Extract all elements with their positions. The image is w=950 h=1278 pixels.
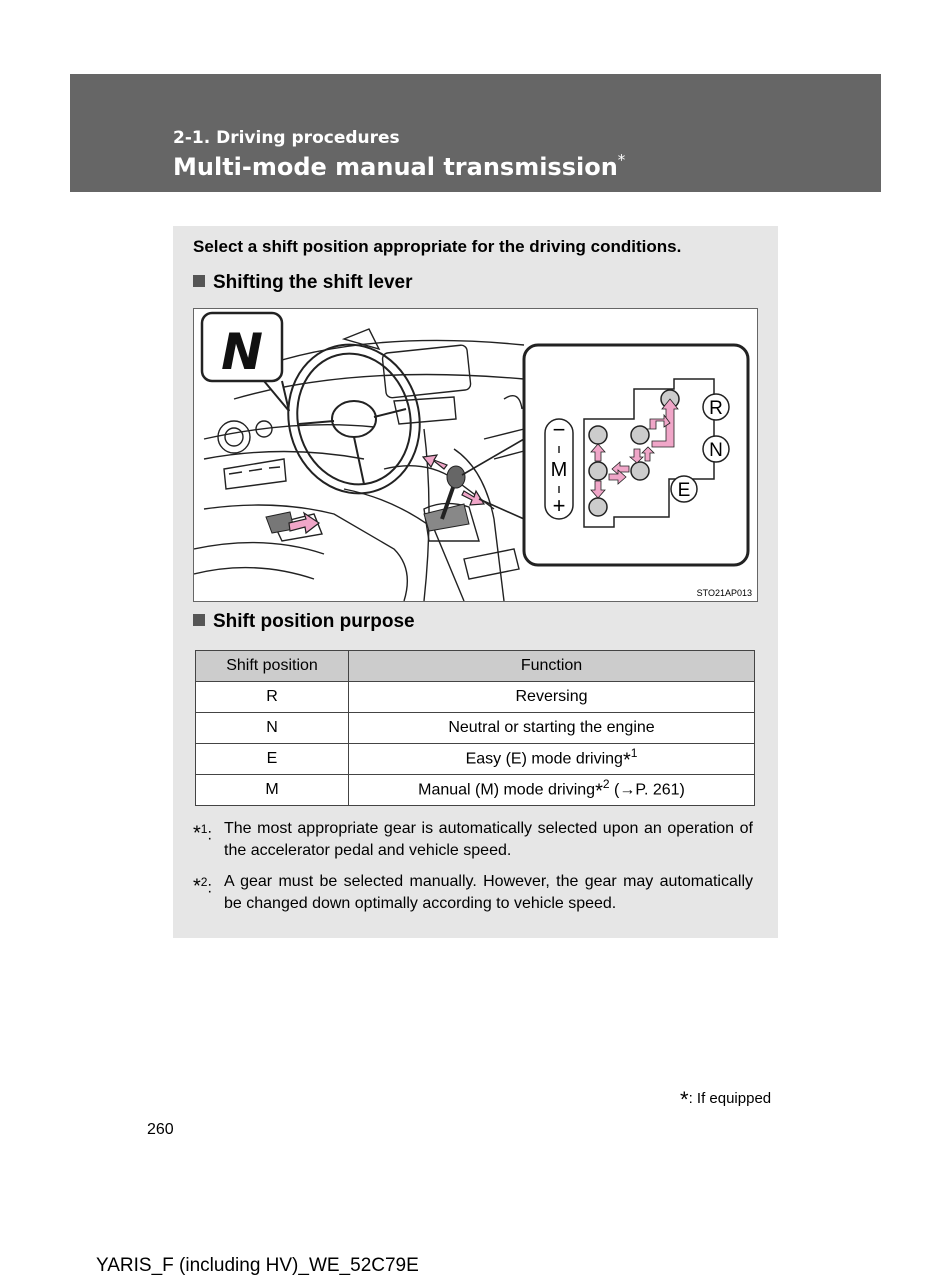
table-row bbox=[196, 682, 755, 713]
gate-r-label: R bbox=[709, 398, 723, 419]
cell-function bbox=[349, 682, 755, 713]
shift-lever-illustration bbox=[194, 309, 757, 601]
function-text: Manual (M) mode driving bbox=[418, 781, 596, 799]
note-sep: : bbox=[207, 826, 212, 844]
footnote-mark: * bbox=[622, 749, 631, 772]
cell-position: N bbox=[196, 713, 349, 744]
note-1 bbox=[193, 818, 753, 862]
table-header-row bbox=[196, 651, 755, 682]
page-header bbox=[70, 74, 881, 192]
table-row bbox=[196, 775, 755, 806]
footnote-sup: 1 bbox=[630, 745, 638, 760]
gate-e-label: E bbox=[677, 480, 691, 501]
cell-position: R bbox=[196, 682, 349, 713]
page-number: 260 bbox=[147, 1121, 174, 1138]
note-sup: 2 bbox=[200, 875, 208, 889]
content-panel bbox=[173, 226, 778, 938]
column-header: Shift position bbox=[196, 651, 349, 682]
note-sep: : bbox=[207, 879, 212, 897]
shift-lever-figure bbox=[193, 308, 758, 602]
column-header: Function bbox=[349, 651, 755, 682]
title-mark: * bbox=[617, 151, 626, 169]
intro-text: Select a shift position appropriate for the driving conditions. bbox=[193, 237, 682, 256]
cell-function bbox=[349, 713, 755, 744]
function-text: Easy (E) mode driving bbox=[465, 750, 623, 768]
function-text: Neutral or starting the engine bbox=[448, 719, 655, 736]
footnote-text: : If equipped bbox=[688, 1090, 772, 1107]
note-star: * bbox=[193, 875, 201, 898]
cell-position: M bbox=[196, 775, 349, 806]
table-row bbox=[196, 744, 755, 775]
note-text: The most appropriate gear is automatically selected upon an operation of the accelerator pedal and vehicle speed. bbox=[224, 820, 753, 859]
subhead-shift-purpose bbox=[193, 611, 415, 633]
note-marker bbox=[193, 818, 212, 846]
footnote-star: * bbox=[680, 1087, 689, 1112]
cell-function bbox=[349, 744, 755, 775]
section-title: 2-1. Driving procedures bbox=[173, 128, 400, 148]
shift-lever-drawing bbox=[424, 466, 469, 531]
image-code: STO21AP013 bbox=[696, 588, 752, 598]
footnote-sup: 2 bbox=[602, 776, 610, 791]
cell-function bbox=[349, 775, 755, 806]
footnote-mark: * bbox=[595, 780, 603, 803]
subhead-shift-lever bbox=[193, 272, 413, 294]
document-footer: YARIS_F (including HV)_WE_52C79E bbox=[96, 1255, 419, 1276]
page-title bbox=[173, 153, 625, 181]
subhead-shift-purpose-text: Shift position purpose bbox=[213, 611, 415, 632]
cell-position: E bbox=[196, 744, 349, 775]
page-reference: (→P. 261) bbox=[609, 781, 685, 799]
function-text: Reversing bbox=[515, 688, 588, 705]
note-star: * bbox=[193, 822, 201, 845]
if-equipped-footnote bbox=[680, 1087, 771, 1113]
shift-position-table bbox=[195, 650, 755, 806]
square-bullet-icon bbox=[193, 275, 205, 287]
table-row bbox=[196, 713, 755, 744]
shift-gate-inset bbox=[524, 345, 748, 565]
gate-n-label: N bbox=[709, 440, 723, 461]
page-title-text: Multi-mode manual transmission bbox=[173, 153, 618, 181]
square-bullet-icon bbox=[193, 614, 205, 626]
gate-minus-label: − bbox=[552, 417, 566, 442]
subhead-shift-lever-text: Shifting the shift lever bbox=[213, 272, 413, 293]
callout-letter: N bbox=[221, 323, 263, 381]
note-sup: 1 bbox=[200, 822, 208, 836]
gate-plus-label: + bbox=[552, 493, 566, 518]
note-text: A gear must be selected manually. However, the gear may automatically be changed down optimally according to vehicle speed. bbox=[224, 873, 753, 912]
note-2 bbox=[193, 871, 753, 915]
gate-m-label: M bbox=[550, 459, 568, 481]
note-marker bbox=[193, 871, 212, 899]
